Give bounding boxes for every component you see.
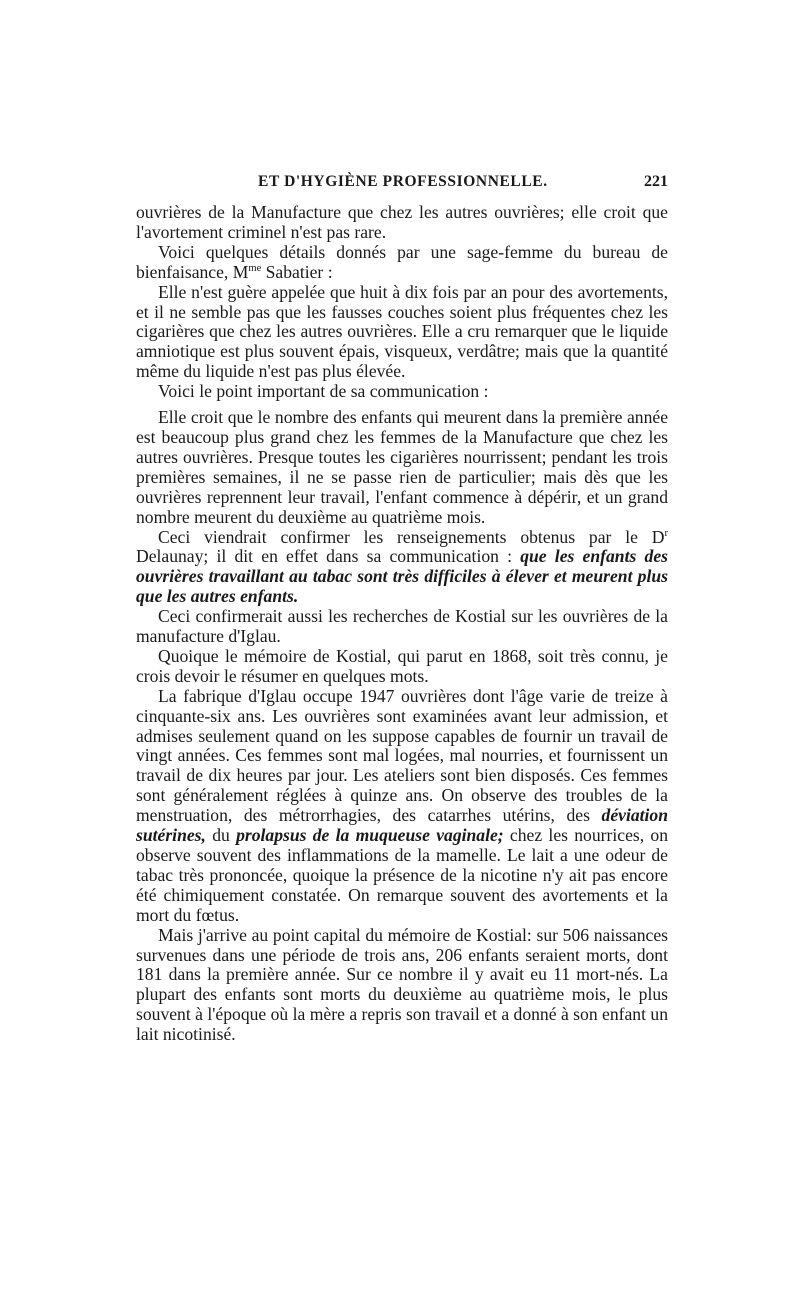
text-run: Sabatier : <box>261 261 333 282</box>
paragraph-enfants: Elle croit que le nombre des enfants qui meurent dans la première année est beaucoup plus grand chez les femmes de la Manufacture que chez les autres ouvrières. Presque toutes les cigarières nourrissent; pendant les trois premières semaines, il ne se passe rien de particulier; mais dès que les ouvrières reprennent leur travail, l'enfant commence à dépérir, et un grand nombre meurent du deuxième au quatrième mois. <box>136 407 668 527</box>
text-run: du <box>205 825 237 846</box>
superscript-abbrev: r <box>664 527 668 539</box>
text-run: La fabrique d'Iglau occupe 1947 ouvrières dont l'âge varie de treize à cinquante-six ans. Les ouvrières sont examinées avant leur admission, et admises seulement quand on les suppose capables de fournir un travail de vingt années. Ces femmes sont mal logées, mal nourries, et fournissent un travail de dix heures par jour. Les ateliers sont bien disposés. Ces femmes sont généralement réglées à quinze ans. On observe des troubles de la menstruation, des métrorrhagies, des catarrhes utérins, des <box>136 685 668 826</box>
superscript-abbrev: me <box>248 262 262 274</box>
running-title: ET D'HYGIÈNE PROFESSIONNELLE. <box>258 173 548 190</box>
text-run: chez les nourrices, on observe souvent des inflammations de la mamelle. Le lait a une odeur de tabac très prononcée, quoique la présence de la nicotine n'y ait pas encore été chimiquement constatée. On remarque souvent des avortements et la mort du fœtus. <box>136 825 668 925</box>
paragraph-iglau <box>136 687 668 926</box>
text-run: Ceci viendrait confirmer les renseignements obtenus par le D <box>158 526 665 547</box>
paragraph-memoire: Quoique le mémoire de Kostial, qui parut en 1868, soit très connu, je crois devoir le résumer en quelques mots. <box>136 645 668 686</box>
italic-term: déviation sutérines, <box>136 805 668 846</box>
text-run: Delaunay; il dit en effet dans sa communication : <box>136 546 521 567</box>
paragraph-point-capital: Mais j'arrive au point capital du mémoire de Kostial: sur 506 naissances survenues dans une période de trois ans, 206 enfants seraient morts, dont 181 dans la première année. Sur ce nombre il y avait eu 11 mort-nés. La plupart des enfants sont morts du deuxième au quatrième mois, le plus souvent à l'époque où la mère a repris son travail et a donné à son enfant un lait nicotinisé. <box>136 924 668 1045</box>
italic-quote: que les enfants des ouvrières travaillant au tabac sont très difficiles à élever et meurent plus que les autres enfants. <box>136 546 668 607</box>
paragraph-avortements: Elle n'est guère appelée que huit à dix fois par an pour des avortements, et il ne semble pas que les fausses couches soient plus fréquentes chez les cigarières que chez les autres ouvrières. Elle a cru remarquer que le liquide amniotique est plus souvent épais, visqueux, verdâtre; mais que la quantité même du liquide n'est pas plus élevée. <box>136 281 668 382</box>
paragraph-point-important: Voici le point important de sa communication : <box>158 381 489 402</box>
page-number: 221 <box>644 173 668 190</box>
body-text <box>136 203 668 1045</box>
running-head <box>140 173 668 195</box>
paragraph-continuation: ouvrières de la Manufacture que chez les autres ouvrières; elle croit que l'avortement criminel n'est pas rare. <box>136 202 668 242</box>
paragraph-kostial-intro: Ceci confirmerait aussi les recherches de Kostial sur les ouvrières de la manufacture d'Iglau. <box>136 606 668 647</box>
text-run: Voici quelques détails donnés par une sage-femme du bureau de bienfaisance, M <box>136 241 668 282</box>
paragraph-delaunay <box>136 528 668 608</box>
paragraph-sage-femme <box>136 243 668 283</box>
italic-term: prolapsus de la muqueuse vaginale; <box>236 825 504 846</box>
